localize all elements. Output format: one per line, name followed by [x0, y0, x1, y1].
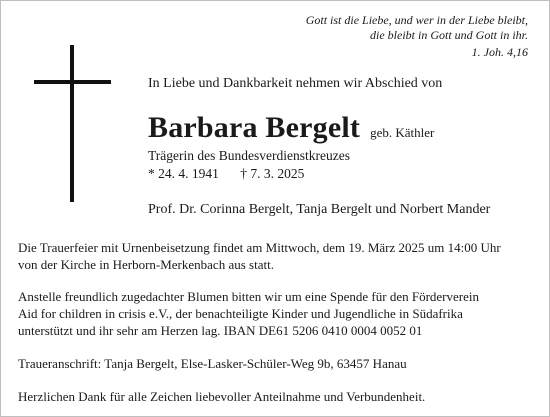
funeral-line-1: Die Trauerfeier mit Urnenbeisetzung findet am Mittwoch, dem 19. März 2025 um 14:00 Uhr — [18, 240, 501, 255]
farewell-intro: In Liebe und Dankbarkeit nehmen wir Abschied von — [148, 76, 443, 91]
donation-line-1: Anstelle freundlich zugedachter Blumen bitten wir um eine Spende für den Förderverein — [18, 289, 479, 304]
verse-line-1: Gott ist die Liebe, und wer in der Liebe bleibt, — [305, 13, 528, 27]
deceased-name: Barbara Bergelt — [148, 111, 361, 144]
donation-request — [18, 288, 538, 339]
verse-line-2: die bleibt in Gott und Gott in ihr. — [370, 28, 528, 42]
donation-line-3: unterstützt und ihr sehr am Herzen lag. IBAN DE61 5206 0410 0004 0052 01 — [18, 323, 423, 338]
life-dates — [148, 166, 304, 182]
cross-horizontal-bar — [34, 80, 111, 84]
mourners: Prof. Dr. Corinna Bergelt, Tanja Bergelt und Norbert Mander — [148, 202, 491, 217]
mourning-address: Traueranschrift: Tanja Bergelt, Else-Lasker-Schüler-Weg 9b, 63457 Hanau — [18, 356, 407, 371]
honor-title: Trägerin des Bundesverdienstkreuzes — [148, 148, 350, 163]
birth-date: * 24. 4. 1941 — [148, 166, 219, 181]
death-date: † 7. 3. 2025 — [240, 166, 305, 181]
birth-name: geb. Käthler — [370, 125, 435, 140]
thanks-note: Herzlichen Dank für alle Zeichen liebevoller Anteilnahme und Verbundenheit. — [18, 389, 426, 404]
verse-reference: 1. Joh. 4,16 — [471, 45, 528, 59]
cross-vertical-bar — [70, 45, 74, 202]
funeral-info — [18, 239, 538, 273]
donation-line-2: Aid for children in crisis e.V., der benachteiligte Kinder und Jugendliche in Südafrika — [18, 306, 463, 321]
bible-verse — [268, 13, 528, 60]
funeral-line-2: von der Kirche in Herborn-Merkenbach aus statt. — [18, 257, 274, 272]
deceased-name-row — [148, 111, 434, 145]
